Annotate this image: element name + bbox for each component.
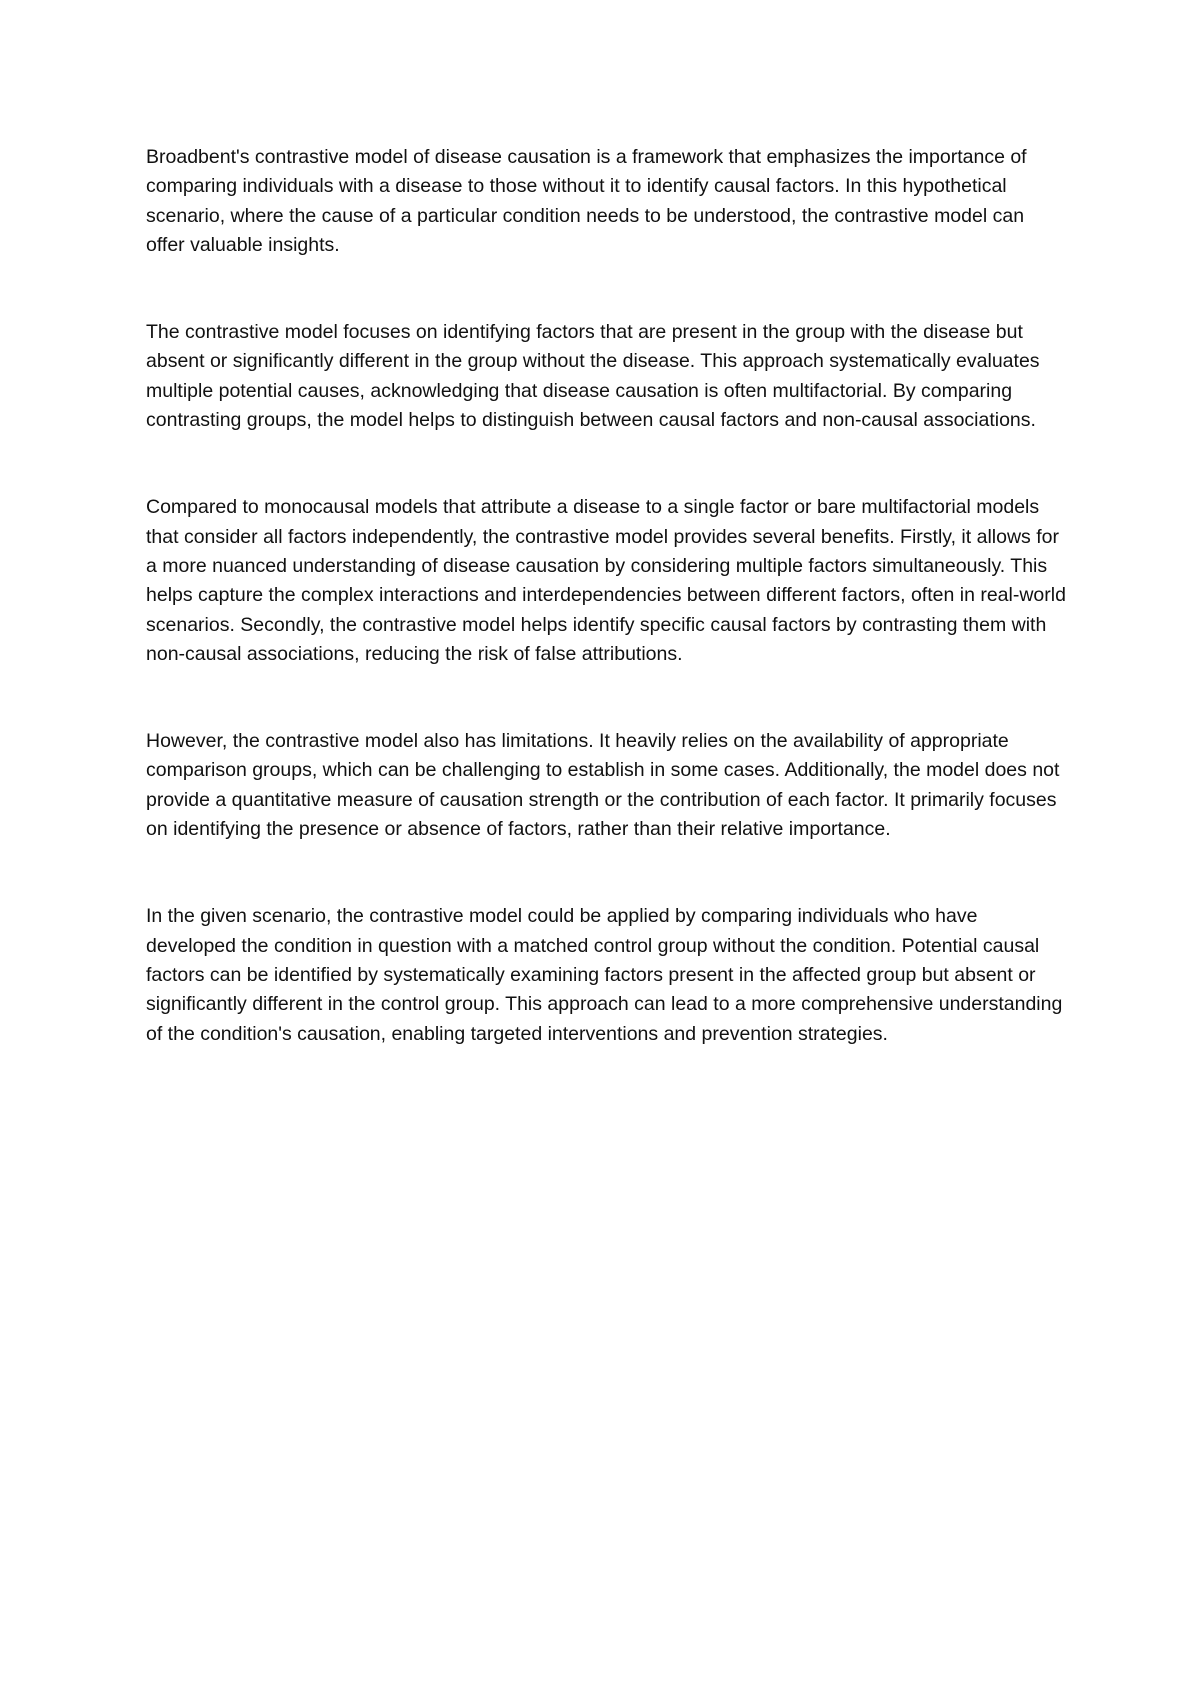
paragraph-1: Broadbent's contrastive model of disease causation is a framework that emphasizes the importance of comparing individuals with a disease to those without it to identify causal factors. In this hypothetical scenario, where the cause of a particular condition needs to be understood, the contrastive model can offer valuable insights. bbox=[146, 146, 1027, 256]
paragraph-3: Compared to monocausal models that attribute a disease to a single factor or bare multifactorial models that consider all factors independently, the contrastive model provides several benefits. Firstly, it allows for a more nuanced understanding of disease causation by considering multiple factors simultaneously. This helps capture the complex interactions and interdependencies between different factors, often in real-world scenarios. Secondly, the contrastive model helps identify specific causal factors by contrasting them with non-causal associations, reducing the risk of false attributions. bbox=[146, 496, 1066, 665]
paragraph-5: In the given scenario, the contrastive model could be applied by comparing individuals who have developed the condition in question with a matched control group without the condition. Potential causal factors can be identified by systematically examining factors present in the affected group but absent or significantly different in the control group. This approach can lead to a more comprehensive understanding of the condition's causation, enabling targeted interventions and prevention strategies. bbox=[146, 905, 1063, 1045]
paragraph-4: However, the contrastive model also has limitations. It heavily relies on the availability of appropriate comparison groups, which can be challenging to establish in some cases. Additionally, the model does not provide a quantitative measure of causation strength or the contribution of each factor. It primarily focuses on identifying the presence or absence of factors, rather than their relative importance. bbox=[146, 730, 1060, 841]
paragraph-2: The contrastive model focuses on identifying factors that are present in the group with the disease but absent or significantly different in the group without the disease. This approach systematically evaluates multiple potential causes, acknowledging that disease causation is often multifactorial. By comparing contrasting groups, the model helps to distinguish between causal factors and non-causal associations. bbox=[146, 321, 1040, 432]
document-body bbox=[146, 143, 1066, 1049]
